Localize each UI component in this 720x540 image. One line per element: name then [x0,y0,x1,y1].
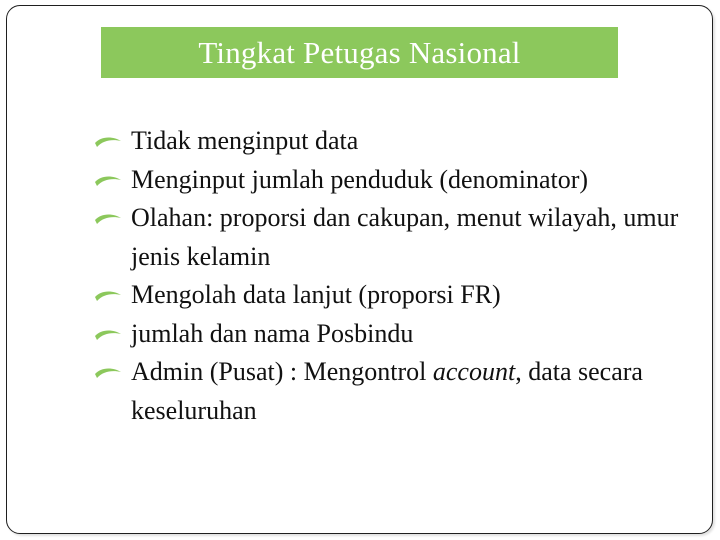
swoosh-bullet-icon [94,212,122,226]
bullet-item [94,122,694,161]
bullet-item [94,276,694,315]
bullet-text: Tidak menginput data [131,126,359,155]
slide-title: Tingkat Petugas Nasional [198,35,521,70]
bullet-text: Mengolah data lanjut (proporsi FR) [131,280,501,309]
swoosh-shape [94,366,122,380]
swoosh-bullet-icon [94,328,122,342]
bullet-text: Menginput jumlah penduduk (denominator) [131,164,589,194]
bullet-text-italic: account [432,357,516,386]
title-bar [101,27,618,78]
bullet-text-after: , data secara keseluruhan [131,357,643,425]
bullet-text-before: Admin (Pusat) : Mengontrol [131,357,433,386]
bullet-list [94,122,694,430]
swoosh-bullet-icon [94,135,122,149]
swoosh-shape [94,212,122,226]
swoosh-shape [94,328,122,342]
swoosh-shape [94,174,122,188]
swoosh-bullet-icon [94,366,122,380]
swoosh-bullet-icon [94,174,122,188]
bullet-text: Olahan: proporsi dan cakupan, menut wilayah, umur jenis kelamin [131,203,679,271]
bullet-item [94,315,694,354]
swoosh-bullet-icon [94,289,122,303]
swoosh-shape [94,135,122,149]
swoosh-shape [94,289,122,303]
bullet-item [94,161,694,200]
bullet-item [94,199,694,276]
bullet-item [94,353,694,430]
bullet-text: jumlah dan nama Posbindu [131,318,414,348]
